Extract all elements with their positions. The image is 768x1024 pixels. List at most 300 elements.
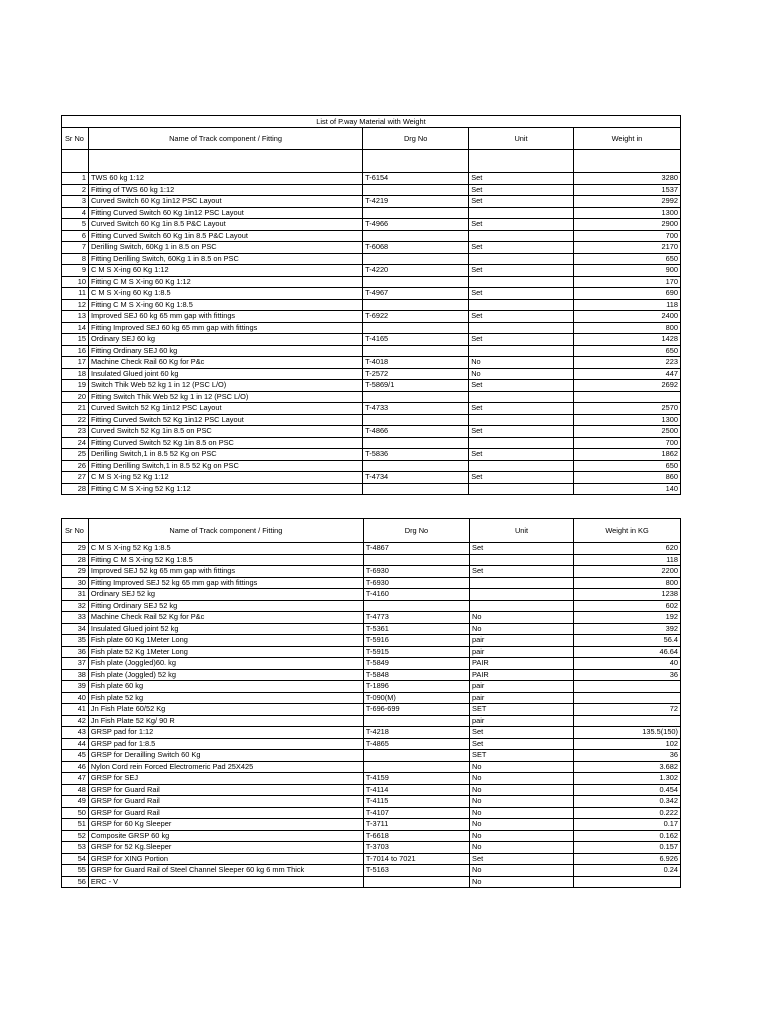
cell-weight: 118 [574,554,681,566]
cell-unit: No [470,623,574,635]
material-weight-table-1 [61,115,681,495]
cell-weight: 140 [573,483,680,495]
header-sr-no: Sr No [62,128,89,150]
header-component-name: Name of Track component / Fitting [88,519,363,543]
cell-drg-no [363,253,469,265]
cell-weight: 6.926 [574,853,681,865]
cell-sr-no: 7 [62,242,89,254]
cell-sr-no: 30 [62,577,89,589]
cell-sr-no: 20 [62,391,89,403]
table-row [62,265,681,277]
table-row [62,658,681,670]
cell-unit [469,207,574,219]
cell-drg-no: T-6930 [363,577,469,589]
table-row [62,357,681,369]
cell-unit: Set [469,196,574,208]
blank-cell [469,150,574,173]
cell-component-name: Fitting C M S X-ing 60 Kg 1:8.5 [88,299,362,311]
cell-unit: No [470,865,574,877]
cell-sr-no: 27 [62,472,89,484]
cell-weight: 1238 [574,589,681,601]
cell-component-name: Fitting C M S X-ing 60 Kg 1:12 [88,276,362,288]
cell-sr-no: 43 [62,727,89,739]
cell-unit: Set [470,727,574,739]
table-row [62,773,681,785]
cell-drg-no [363,750,469,762]
cell-sr-no: 41 [62,704,89,716]
cell-sr-no: 48 [62,784,89,796]
cell-weight: 135.5(150) [574,727,681,739]
table-row [62,807,681,819]
cell-drg-no: T-3711 [363,819,469,831]
cell-unit: No [470,830,574,842]
cell-weight: 0.157 [574,842,681,854]
cell-sr-no: 54 [62,853,89,865]
cell-sr-no: 5 [62,219,89,231]
cell-drg-no: T-6618 [363,830,469,842]
table-row [62,784,681,796]
cell-sr-no: 14 [62,322,89,334]
cell-unit: pair [470,646,574,658]
cell-drg-no: T-4966 [363,219,469,231]
cell-drg-no: T-4018 [363,357,469,369]
cell-component-name: Fitting Curved Switch 52 Kg 1in 8.5 on PSC [88,437,362,449]
cell-weight: 620 [574,543,681,555]
table-row [62,750,681,762]
cell-component-name: Improved SEJ 60 kg 65 mm gap with fittings [88,311,362,323]
cell-weight: 56.4 [574,635,681,647]
cell-component-name: Curved Switch 60 Kg 1in 8.5 P&C Layout [88,219,362,231]
cell-weight: 0.162 [574,830,681,842]
cell-sr-no: 28 [62,554,89,566]
cell-component-name: Ordinary SEJ 60 kg [88,334,362,346]
cell-weight: 1.302 [574,773,681,785]
cell-unit: Set [469,449,574,461]
cell-drg-no: T-4867 [363,543,469,555]
cell-drg-no: T-6930 [363,566,469,578]
table-row [62,692,681,704]
cell-component-name: Fitting C M S X-ing 52 Kg 1:8.5 [88,554,363,566]
cell-weight: 2992 [573,196,680,208]
cell-unit: Set [469,219,574,231]
header-drg-no: Drg No [363,128,469,150]
cell-sr-no: 25 [62,449,89,461]
cell-weight: 0.17 [574,819,681,831]
cell-weight: 650 [573,253,680,265]
cell-sr-no: 51 [62,819,89,831]
cell-sr-no: 21 [62,403,89,415]
cell-weight: 0.222 [574,807,681,819]
cell-sr-no: 44 [62,738,89,750]
cell-drg-no: T-5836 [363,449,469,461]
blank-row [62,150,681,173]
cell-unit: SET [470,750,574,762]
blank-cell [62,150,89,173]
table-row [62,207,681,219]
cell-drg-no [363,600,469,612]
cell-component-name: Fitting Switch Thik Web 52 kg 1 in 12 (PSC L/O) [88,391,362,403]
header-component-name: Name of Track component / Fitting [88,128,362,150]
table-row [62,219,681,231]
cell-drg-no: T-5915 [363,646,469,658]
material-weight-table-2 [61,518,681,888]
cell-sr-no: 24 [62,437,89,449]
cell-weight: 2900 [573,219,680,231]
cell-drg-no: T-5163 [363,865,469,877]
cell-drg-no: T-4218 [363,727,469,739]
cell-sr-no: 38 [62,669,89,681]
header-weight: Weight in [573,128,680,150]
cell-drg-no: T-4219 [363,196,469,208]
blank-cell [88,150,362,173]
cell-sr-no: 15 [62,334,89,346]
cell-drg-no: T-5361 [363,623,469,635]
cell-unit: Set [469,173,574,185]
cell-unit: No [470,819,574,831]
table-row [62,403,681,415]
cell-unit: Set [469,426,574,438]
table-title: List of P.way Material with Weight [62,116,681,128]
table-row [62,566,681,578]
cell-unit [470,589,574,601]
cell-sr-no: 46 [62,761,89,773]
cell-unit: Set [469,288,574,300]
cell-unit: pair [470,635,574,647]
cell-sr-no: 9 [62,265,89,277]
cell-drg-no: T-4114 [363,784,469,796]
cell-unit: SET [470,704,574,716]
cell-unit [469,253,574,265]
table-row [62,184,681,196]
cell-sr-no: 39 [62,681,89,693]
cell-sr-no: 8 [62,253,89,265]
table-row [62,368,681,380]
table-row [62,761,681,773]
table-row [62,230,681,242]
cell-unit: Set [469,184,574,196]
cell-component-name: Jn Fish Plate 60/52 Kg [88,704,363,716]
cell-unit [470,577,574,589]
cell-drg-no [363,437,469,449]
cell-weight: 650 [573,345,680,357]
cell-drg-no [363,345,469,357]
cell-drg-no: T-5848 [363,669,469,681]
cell-drg-no [363,414,469,426]
cell-unit [470,554,574,566]
cell-component-name: Switch Thik Web 52 kg 1 in 12 (PSC L/O) [88,380,362,392]
cell-drg-no [363,554,469,566]
header-sr-no: Sr No [62,519,89,543]
cell-component-name: Curved Switch 52 Kg 1in 8.5 on PSC [88,426,362,438]
cell-component-name: TWS 60 kg 1:12 [88,173,362,185]
cell-sr-no: 34 [62,623,89,635]
cell-component-name: Fish plate 60 kg [88,681,363,693]
cell-weight: 223 [573,357,680,369]
cell-sr-no: 42 [62,715,89,727]
table-row [62,173,681,185]
cell-weight: 0.24 [574,865,681,877]
cell-drg-no: T-4165 [363,334,469,346]
cell-unit [469,230,574,242]
cell-sr-no: 23 [62,426,89,438]
table-row [62,669,681,681]
cell-drg-no: T-5916 [363,635,469,647]
cell-drg-no: T-5849 [363,658,469,670]
cell-sr-no: 28 [62,483,89,495]
cell-weight: 72 [574,704,681,716]
cell-drg-no [363,483,469,495]
cell-component-name: Insulated Glued joint 52 kg [88,623,363,635]
table-row [62,288,681,300]
cell-component-name: Fish plate 52 kg [88,692,363,704]
cell-drg-no: T-2572 [363,368,469,380]
cell-unit: No [470,796,574,808]
cell-unit: Set [469,403,574,415]
cell-component-name: Machine Check Rail 60 Kg for P&c [88,357,362,369]
cell-sr-no: 32 [62,600,89,612]
table-row [62,704,681,716]
cell-drg-no [363,460,469,472]
table-header-row [62,128,681,150]
table-row [62,876,681,888]
table-row [62,299,681,311]
table-row [62,414,681,426]
cell-component-name: GRSP for 52 Kg.Sleeper [88,842,363,854]
cell-sr-no: 45 [62,750,89,762]
cell-weight [574,715,681,727]
table-row [62,612,681,624]
cell-weight: 2500 [573,426,680,438]
table-row [62,311,681,323]
cell-component-name: Curved Switch 60 Kg 1in12 PSC Layout [88,196,362,208]
cell-sr-no: 56 [62,876,89,888]
header-drg-no: Drg No [363,519,469,543]
cell-unit [469,414,574,426]
cell-weight: 700 [573,230,680,242]
cell-drg-no [363,184,469,196]
cell-weight: 118 [573,299,680,311]
header-unit: Unit [470,519,574,543]
cell-component-name: Fitting Curved Switch 52 Kg 1in12 PSC Layout [88,414,362,426]
cell-sr-no: 17 [62,357,89,369]
cell-component-name: Composite GRSP 60 kg [88,830,363,842]
cell-drg-no [363,391,469,403]
cell-drg-no: T-6154 [363,173,469,185]
cell-weight: 1862 [573,449,680,461]
table-row [62,623,681,635]
cell-component-name: Fish plate 52 Kg 1Meter Long [88,646,363,658]
cell-component-name: Fitting Improved SEJ 52 kg 65 mm gap with fittings [88,577,363,589]
table-row [62,460,681,472]
cell-drg-no [363,761,469,773]
table-row [62,715,681,727]
cell-unit: No [470,784,574,796]
cell-component-name: Curved Switch 52 Kg 1in12 PSC Layout [88,403,362,415]
cell-drg-no: T-6068 [363,242,469,254]
cell-sr-no: 4 [62,207,89,219]
cell-unit: pair [470,681,574,693]
cell-weight: 392 [574,623,681,635]
cell-unit: No [470,761,574,773]
cell-unit [469,437,574,449]
cell-component-name: Fitting of TWS 60 kg 1:12 [88,184,362,196]
cell-weight: 1428 [573,334,680,346]
cell-unit [469,322,574,334]
cell-unit: Set [469,242,574,254]
cell-component-name: Fitting Derilling Switch, 60Kg 1 in 8.5 on PSC [88,253,362,265]
cell-weight [574,876,681,888]
cell-unit [469,460,574,472]
cell-weight: 800 [574,577,681,589]
cell-drg-no: T-5869/1 [363,380,469,392]
cell-drg-no: T-7014 to 7021 [363,853,469,865]
cell-component-name: Nylon Cord rein Forced Electromeric Pad 25X425 [88,761,363,773]
cell-weight: 3.682 [574,761,681,773]
cell-drg-no: T-4865 [363,738,469,750]
table-row [62,842,681,854]
cell-unit: No [469,368,574,380]
cell-drg-no [363,299,469,311]
table-row [62,600,681,612]
cell-weight: 700 [573,437,680,449]
cell-unit: pair [470,715,574,727]
table-row [62,727,681,739]
cell-unit: PAIR [470,658,574,670]
cell-weight: 192 [574,612,681,624]
cell-sr-no: 2 [62,184,89,196]
cell-sr-no: 33 [62,612,89,624]
cell-weight: 46.64 [574,646,681,658]
cell-component-name: Derilling Switch,1 in 8.5 52 Kg on PSC [88,449,362,461]
cell-sr-no: 53 [62,842,89,854]
cell-drg-no [363,230,469,242]
cell-unit: Set [469,472,574,484]
table-row [62,322,681,334]
cell-unit [469,299,574,311]
cell-unit: Set [470,853,574,865]
cell-sr-no: 36 [62,646,89,658]
cell-sr-no: 13 [62,311,89,323]
cell-sr-no: 31 [62,589,89,601]
cell-weight: 650 [573,460,680,472]
cell-sr-no: 47 [62,773,89,785]
cell-weight: 102 [574,738,681,750]
table-row [62,449,681,461]
cell-component-name: C M S X-ing 60 Kg 1:8.5 [88,288,362,300]
cell-weight: 800 [573,322,680,334]
blank-cell [363,150,469,173]
table-title-row [62,116,681,128]
cell-sr-no: 52 [62,830,89,842]
cell-drg-no: T-4115 [363,796,469,808]
table-row [62,865,681,877]
cell-drg-no: T-4160 [363,589,469,601]
cell-unit: Set [470,566,574,578]
table-row [62,380,681,392]
cell-sr-no: 55 [62,865,89,877]
cell-drg-no: T-4220 [363,265,469,277]
cell-component-name: C M S X-ing 52 Kg 1:12 [88,472,362,484]
table-row [62,577,681,589]
table-row [62,242,681,254]
cell-component-name: Fish plate (Joggled)60. kg [88,658,363,670]
cell-unit: PAIR [470,669,574,681]
cell-component-name: GRSP for Guard Rail [88,796,363,808]
cell-unit [470,600,574,612]
cell-component-name: C M S X-ing 52 Kg 1:8.5 [88,543,363,555]
cell-component-name: GRSP for Guard Rail [88,784,363,796]
cell-unit: Set [470,543,574,555]
cell-weight: 2400 [573,311,680,323]
header-weight: Weight in KG [574,519,681,543]
cell-drg-no: T-4733 [363,403,469,415]
cell-unit: No [469,357,574,369]
cell-weight: 0.342 [574,796,681,808]
cell-component-name: Fitting Derilling Switch,1 in 8.5 52 Kg on PSC [88,460,362,472]
cell-sr-no: 16 [62,345,89,357]
table-row [62,196,681,208]
cell-component-name: Machine Check Rail 52 Kg for P&c [88,612,363,624]
table-row [62,589,681,601]
cell-drg-no [363,876,469,888]
cell-weight: 1300 [573,207,680,219]
table-row [62,391,681,403]
table-row [62,253,681,265]
cell-sr-no: 26 [62,460,89,472]
cell-drg-no: T-090(M) [363,692,469,704]
cell-unit: Set [469,380,574,392]
cell-unit [469,276,574,288]
cell-sr-no: 50 [62,807,89,819]
cell-weight: 36 [574,750,681,762]
cell-component-name: GRSP pad for 1:8.5 [88,738,363,750]
cell-weight: 2692 [573,380,680,392]
cell-drg-no: T-6922 [363,311,469,323]
cell-weight: 860 [573,472,680,484]
cell-drg-no: T-4159 [363,773,469,785]
cell-component-name: C M S X-ing 60 Kg 1:12 [88,265,362,277]
cell-drg-no: T-4773 [363,612,469,624]
cell-weight: 1537 [573,184,680,196]
cell-component-name: Fitting Improved SEJ 60 kg 65 mm gap with fittings [88,322,362,334]
cell-sr-no: 22 [62,414,89,426]
cell-sr-no: 11 [62,288,89,300]
cell-weight [574,681,681,693]
cell-drg-no [363,715,469,727]
cell-component-name: Insulated Glued joint 60 kg [88,368,362,380]
table-row [62,334,681,346]
table-row [62,853,681,865]
cell-component-name: GRSP for XING Portion [88,853,363,865]
cell-sr-no: 3 [62,196,89,208]
table-row [62,635,681,647]
cell-sr-no: 37 [62,658,89,670]
cell-component-name: Fitting Ordinary SEJ 52 kg [88,600,363,612]
cell-sr-no: 35 [62,635,89,647]
table-row [62,437,681,449]
cell-unit [469,483,574,495]
cell-component-name: Fish plate (Joggled) 52 kg [88,669,363,681]
cell-component-name: GRSP for Guard Rail [88,807,363,819]
cell-unit: Set [469,334,574,346]
cell-weight: 40 [574,658,681,670]
table-row [62,819,681,831]
cell-component-name: GRSP pad for 1:12 [88,727,363,739]
table-row [62,830,681,842]
cell-component-name: ERC - V [88,876,363,888]
cell-component-name: Fitting Curved Switch 60 Kg 1in12 PSC Layout [88,207,362,219]
cell-unit: Set [470,738,574,750]
